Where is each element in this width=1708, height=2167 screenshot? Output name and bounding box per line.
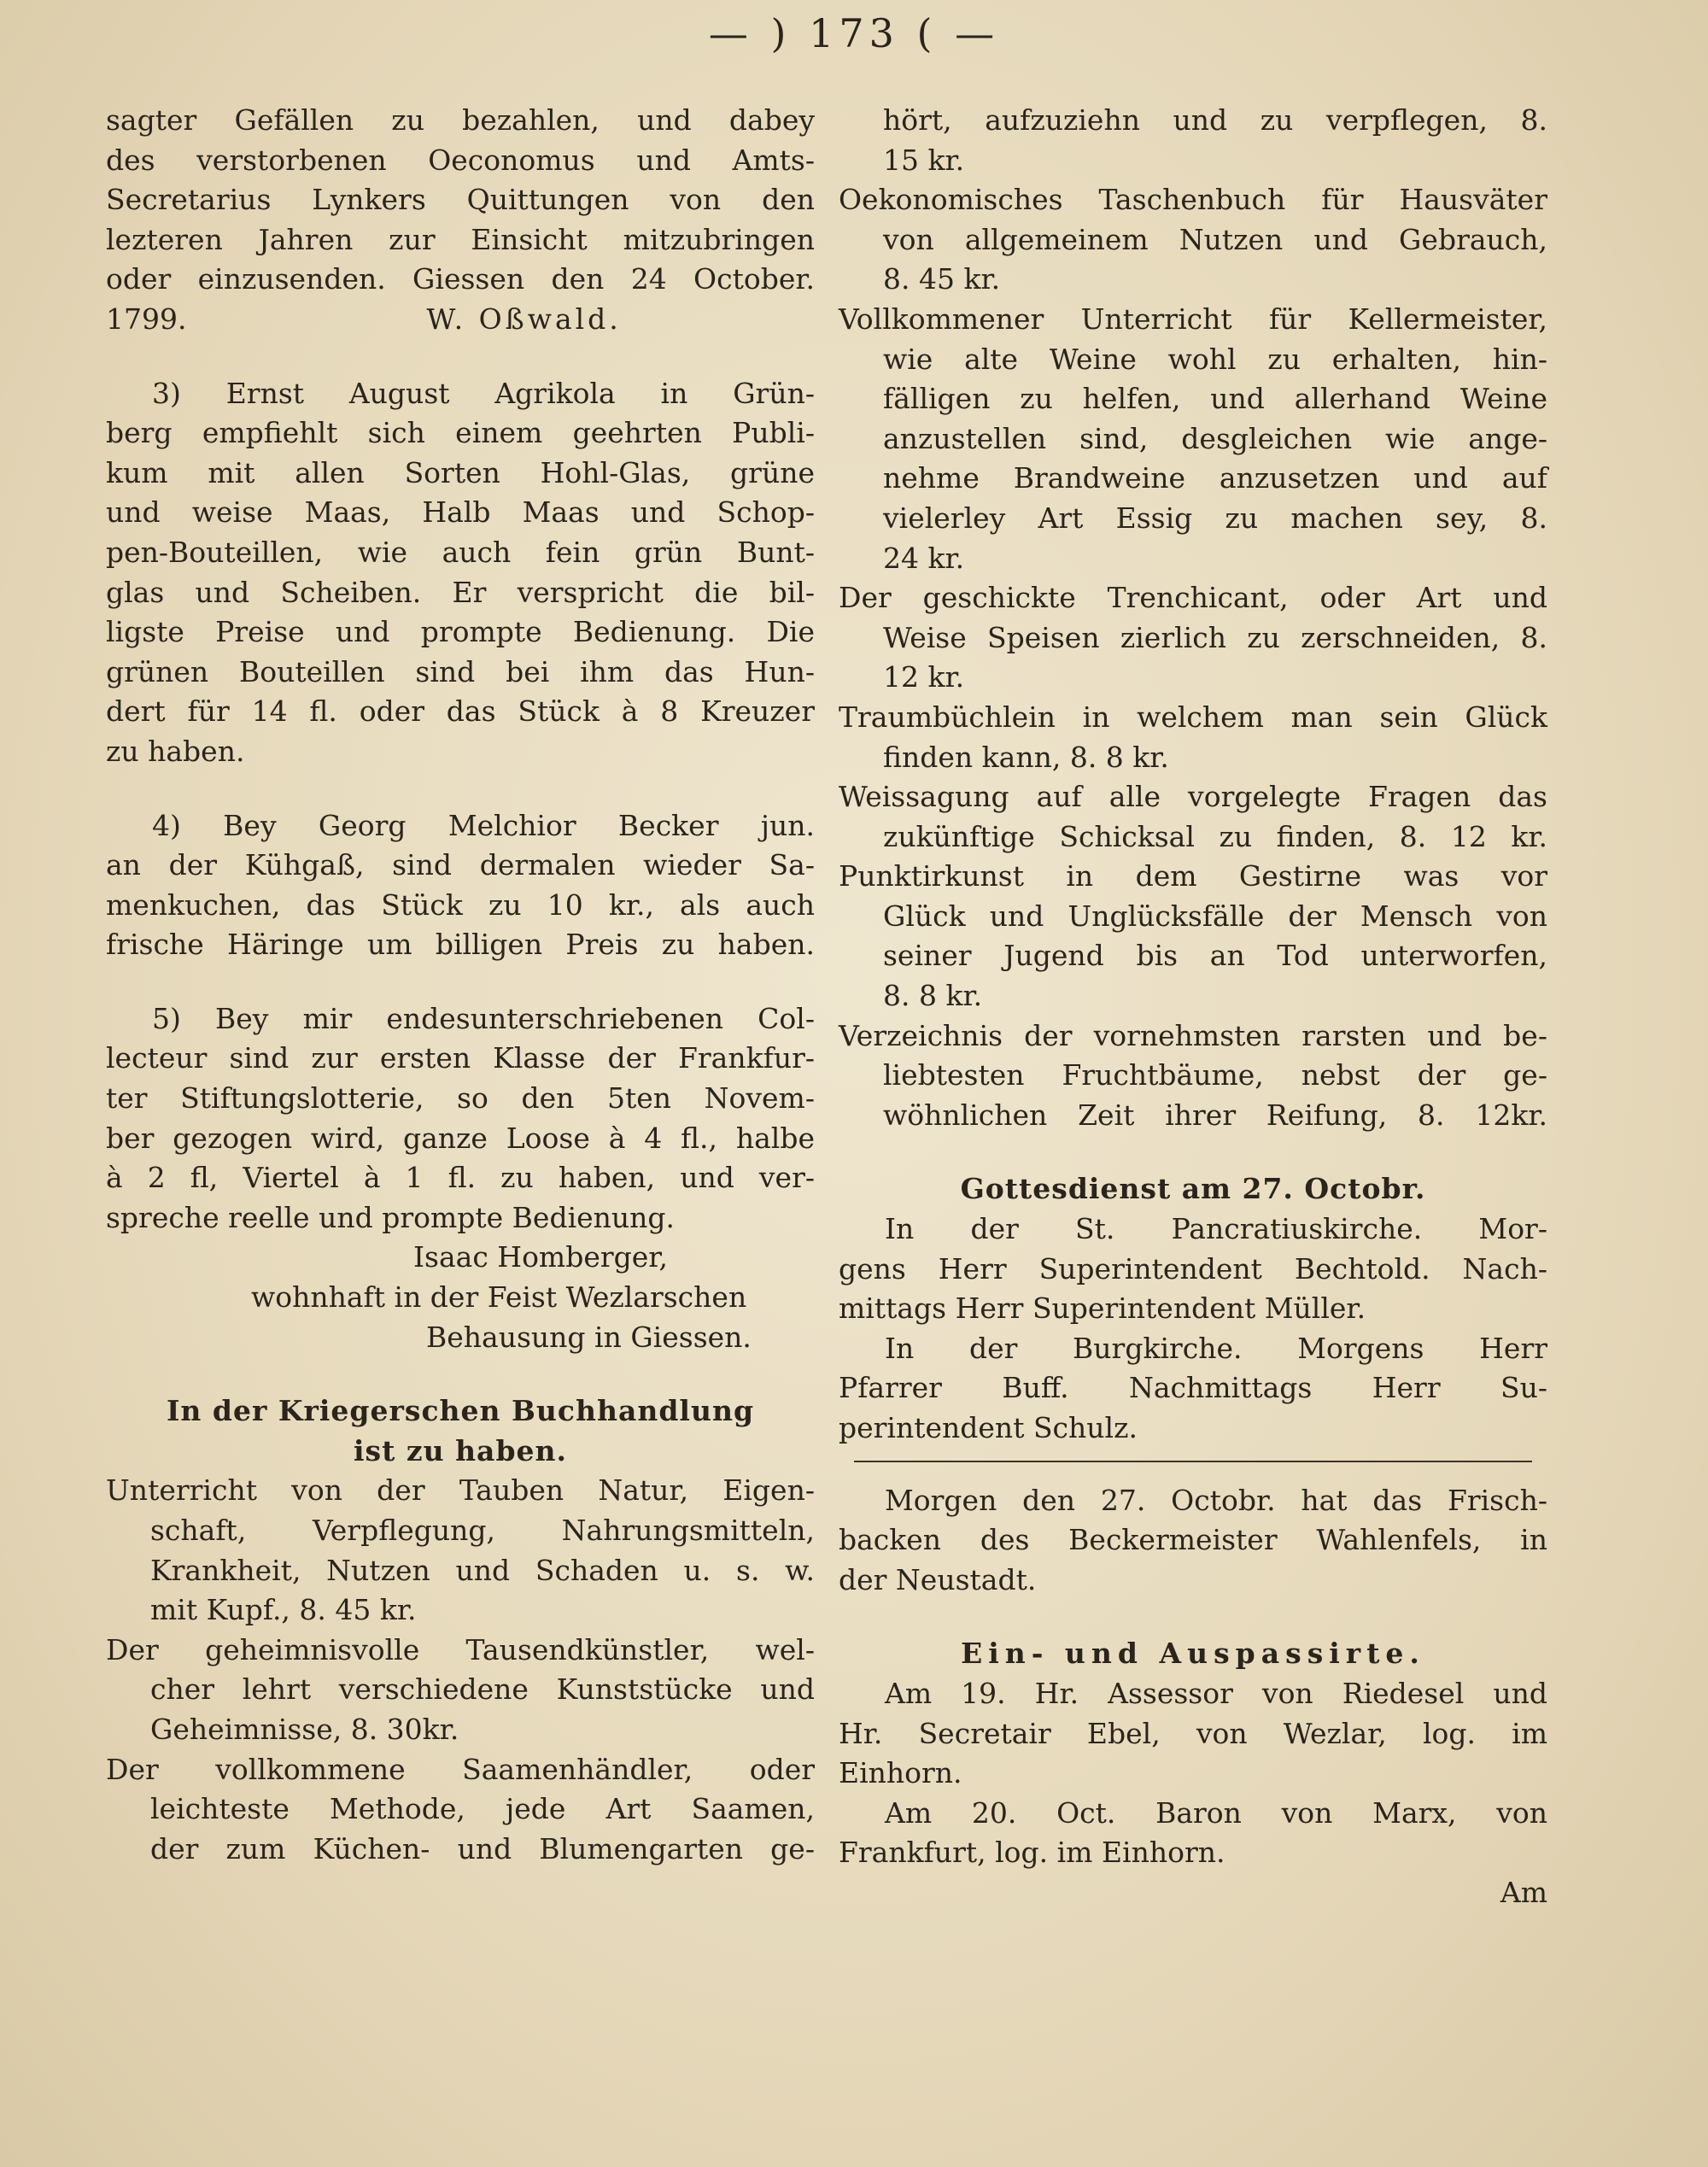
signature-line [106,300,815,340]
book-line: cher lehrt verschiedene Kunststücke und [150,1672,815,1707]
book-line: Der geheimnisvolle Tausendkünstler, wel- [106,1632,815,1666]
book-line: Punktirkunst in dem Gestirne was vor [839,859,1547,893]
service-line: mittags Herr Superintendent Müller. [839,1291,1366,1326]
baker-line: Morgen den 27. Octobr. hat das Frisch- [885,1483,1547,1517]
travel-line: Hr. Secretair Ebel, von Wezlar, log. im [839,1716,1547,1750]
section-divider [854,1461,1532,1462]
book-line: vielerley Art Essig zu machen sey, 8. [883,501,1547,535]
text-line: 3) Ernst August Agrikola in Grün- [152,376,815,410]
service-line: In der St. Pancratiuskirche. Mor- [885,1212,1547,1246]
book-line: zukünftige Schicksal zu finden, 8. 12 kr. [883,819,1547,853]
service-line: In der Burgkirche. Morgens Herr [885,1331,1547,1365]
book-line: 15 kr. [883,143,965,177]
bookshop-subheading: ist zu haben. [354,1433,567,1467]
text-line: des verstorbenen Oeconomus und Amts- [106,143,815,177]
book-line: Geheimnisse, 8. 30kr. [150,1712,459,1746]
book-line: Der vollkommene Saamenhändler, oder [106,1752,815,1786]
book-line: fälligen zu helfen, und allerhand Weine [883,382,1547,416]
book-line: Weise Speisen zierlich zu zerschneiden, 8. [883,620,1547,654]
book-line: Oekonomisches Taschenbuch für Hausväter [839,183,1547,217]
signature-line: wohnhaft in der Feist Wezlarschen [251,1280,747,1315]
book-line: 24 kr. [883,541,965,575]
text-line: oder einzusenden. Giessen den 24 October. [106,262,815,296]
service-line: gens Herr Superintendent Bechtold. Nach- [839,1251,1547,1286]
travel-line: Einhorn. [839,1756,962,1790]
text-line: lezteren Jahren zur Einsicht mitzubringen [106,222,815,256]
text-line: lecteur sind zur ersten Klasse der Frankfur- [106,1041,815,1075]
text-line: sagter Gefällen zu bezahlen, und dabey [106,103,815,137]
intro-signature: W. Oßwald. [426,302,622,336]
book-line: seiner Jugend bis an Tod unterworfen, [883,939,1547,973]
text-line: 5) Bey mir endesunterschriebenen Col- [152,1001,815,1035]
text-line: kum mit allen Sorten Hohl-Glas, grüne [106,455,815,489]
text-line: grünen Bouteillen sind bei ihm das Hun- [106,654,815,688]
service-line: Pfarrer Buff. Nachmittags Herr Su- [839,1371,1547,1405]
baker-line: backen des Beckermeister Wahlenfels, in [839,1523,1547,1557]
book-line: Der geschickte Trenchicant, oder Art und [839,581,1547,615]
text-line: pen-Bouteillen, wie auch fein grün Bunt- [106,535,815,569]
right-column [839,101,1547,1913]
text-line: an der Kühgaß, sind dermalen wieder Sa- [106,848,815,882]
book-line: Krankheit, Nutzen und Schaden u. s. w. [150,1553,815,1587]
book-line: 8. 8 kr. [883,979,983,1013]
catchword: Am [1500,1875,1547,1909]
baker-line: der Neustadt. [839,1562,1037,1596]
book-line: schaft, Verpflegung, Nahrungsmitteln, [150,1514,815,1547]
book-line: leichteste Methode, jede Art Saamen, [150,1792,815,1826]
travel-heading: Ein- und Auspassirte. [961,1637,1425,1671]
text-line: spreche reelle und prompte Bedienung. [106,1200,676,1234]
text-line: glas und Scheiben. Er verspricht die bil- [106,575,815,609]
text-line: Secretarius Lynkers Quittungen von den [106,183,815,217]
book-line: von allgemeinem Nutzen und Gebrauch, [883,222,1547,256]
left-column [106,101,815,1869]
travel-line: Am 19. Hr. Assessor von Riedesel und [885,1676,1547,1710]
text-line: und weise Maas, Halb Maas und Schop- [106,495,815,530]
book-line: hört, aufzuziehn und zu verpflegen, 8. [883,103,1547,137]
book-line: liebtesten Fruchtbäume, nebst der ge- [883,1058,1547,1092]
book-line: der zum Küchen- und Blumengarten ge- [150,1831,815,1865]
book-line: Verzeichnis der vornehmsten rarsten und be- [839,1018,1547,1052]
book-line: anzustellen sind, desgleichen wie ange- [883,421,1547,455]
book-line: wie alte Weine wohl zu erhalten, hin- [883,342,1547,376]
text-line: ligste Preise und prompte Bedienung. Die [106,615,815,649]
book-line: mit Kupf., 8. 45 kr. [150,1593,417,1627]
travel-line: Am 20. Oct. Baron von Marx, von [885,1795,1547,1830]
book-line: finden kann, 8. 8 kr. [883,740,1169,774]
bookshop-heading: In der Kriegerschen Buchhandlung [166,1394,755,1428]
signature-line: Isaac Homberger, [413,1240,668,1274]
book-line: Vollkommener Unterricht für Kellermeister, [839,302,1547,336]
book-line: Unterricht von der Tauben Natur, Eigen- [106,1473,815,1508]
text-line: ber gezogen wird, ganze Loose à 4 fl., halbe [106,1121,815,1155]
text-line: zu haben. [106,734,245,768]
book-line: Weissagung auf alle vorgelegte Fragen das [839,780,1547,814]
text-line: dert für 14 fl. oder das Stück à 8 Kreuzer [106,694,815,729]
book-line: Glück und Unglücksfälle der Mensch von [883,899,1547,933]
service-heading: Gottesdienst am 27. Octobr. [960,1172,1426,1206]
text-line: berg empfiehlt sich einem geehrten Publi- [106,416,815,450]
page-number-header: — ) 173 ( — [708,10,1000,56]
service-line: perintendent Schulz. [839,1411,1138,1444]
travel-line: Frankfurt, log. im Einhorn. [839,1836,1225,1870]
signature-line: Behausung in Giessen. [426,1320,752,1354]
intro-date: 1799. [106,302,187,336]
book-line: wöhnlichen Zeit ihrer Reifung, 8. 12kr. [883,1098,1547,1132]
book-line: nehme Brandweine anzusetzen und auf [883,461,1547,495]
book-line: Traumbüchlein in welchem man sein Glück [839,700,1547,734]
text-line: frische Häringe um billigen Preis zu haben. [106,928,815,962]
text-line: ter Stiftungslotterie, so den 5ten Novem- [106,1081,815,1116]
book-line: 8. 45 kr. [883,262,1001,296]
text-line: 4) Bey Georg Melchior Becker jun. [152,808,815,842]
book-line: 12 kr. [883,660,965,694]
text-line: à 2 fl, Viertel à 1 fl. zu haben, und ver- [106,1161,815,1195]
text-line: menkuchen, das Stück zu 10 kr., als auch [106,887,815,922]
